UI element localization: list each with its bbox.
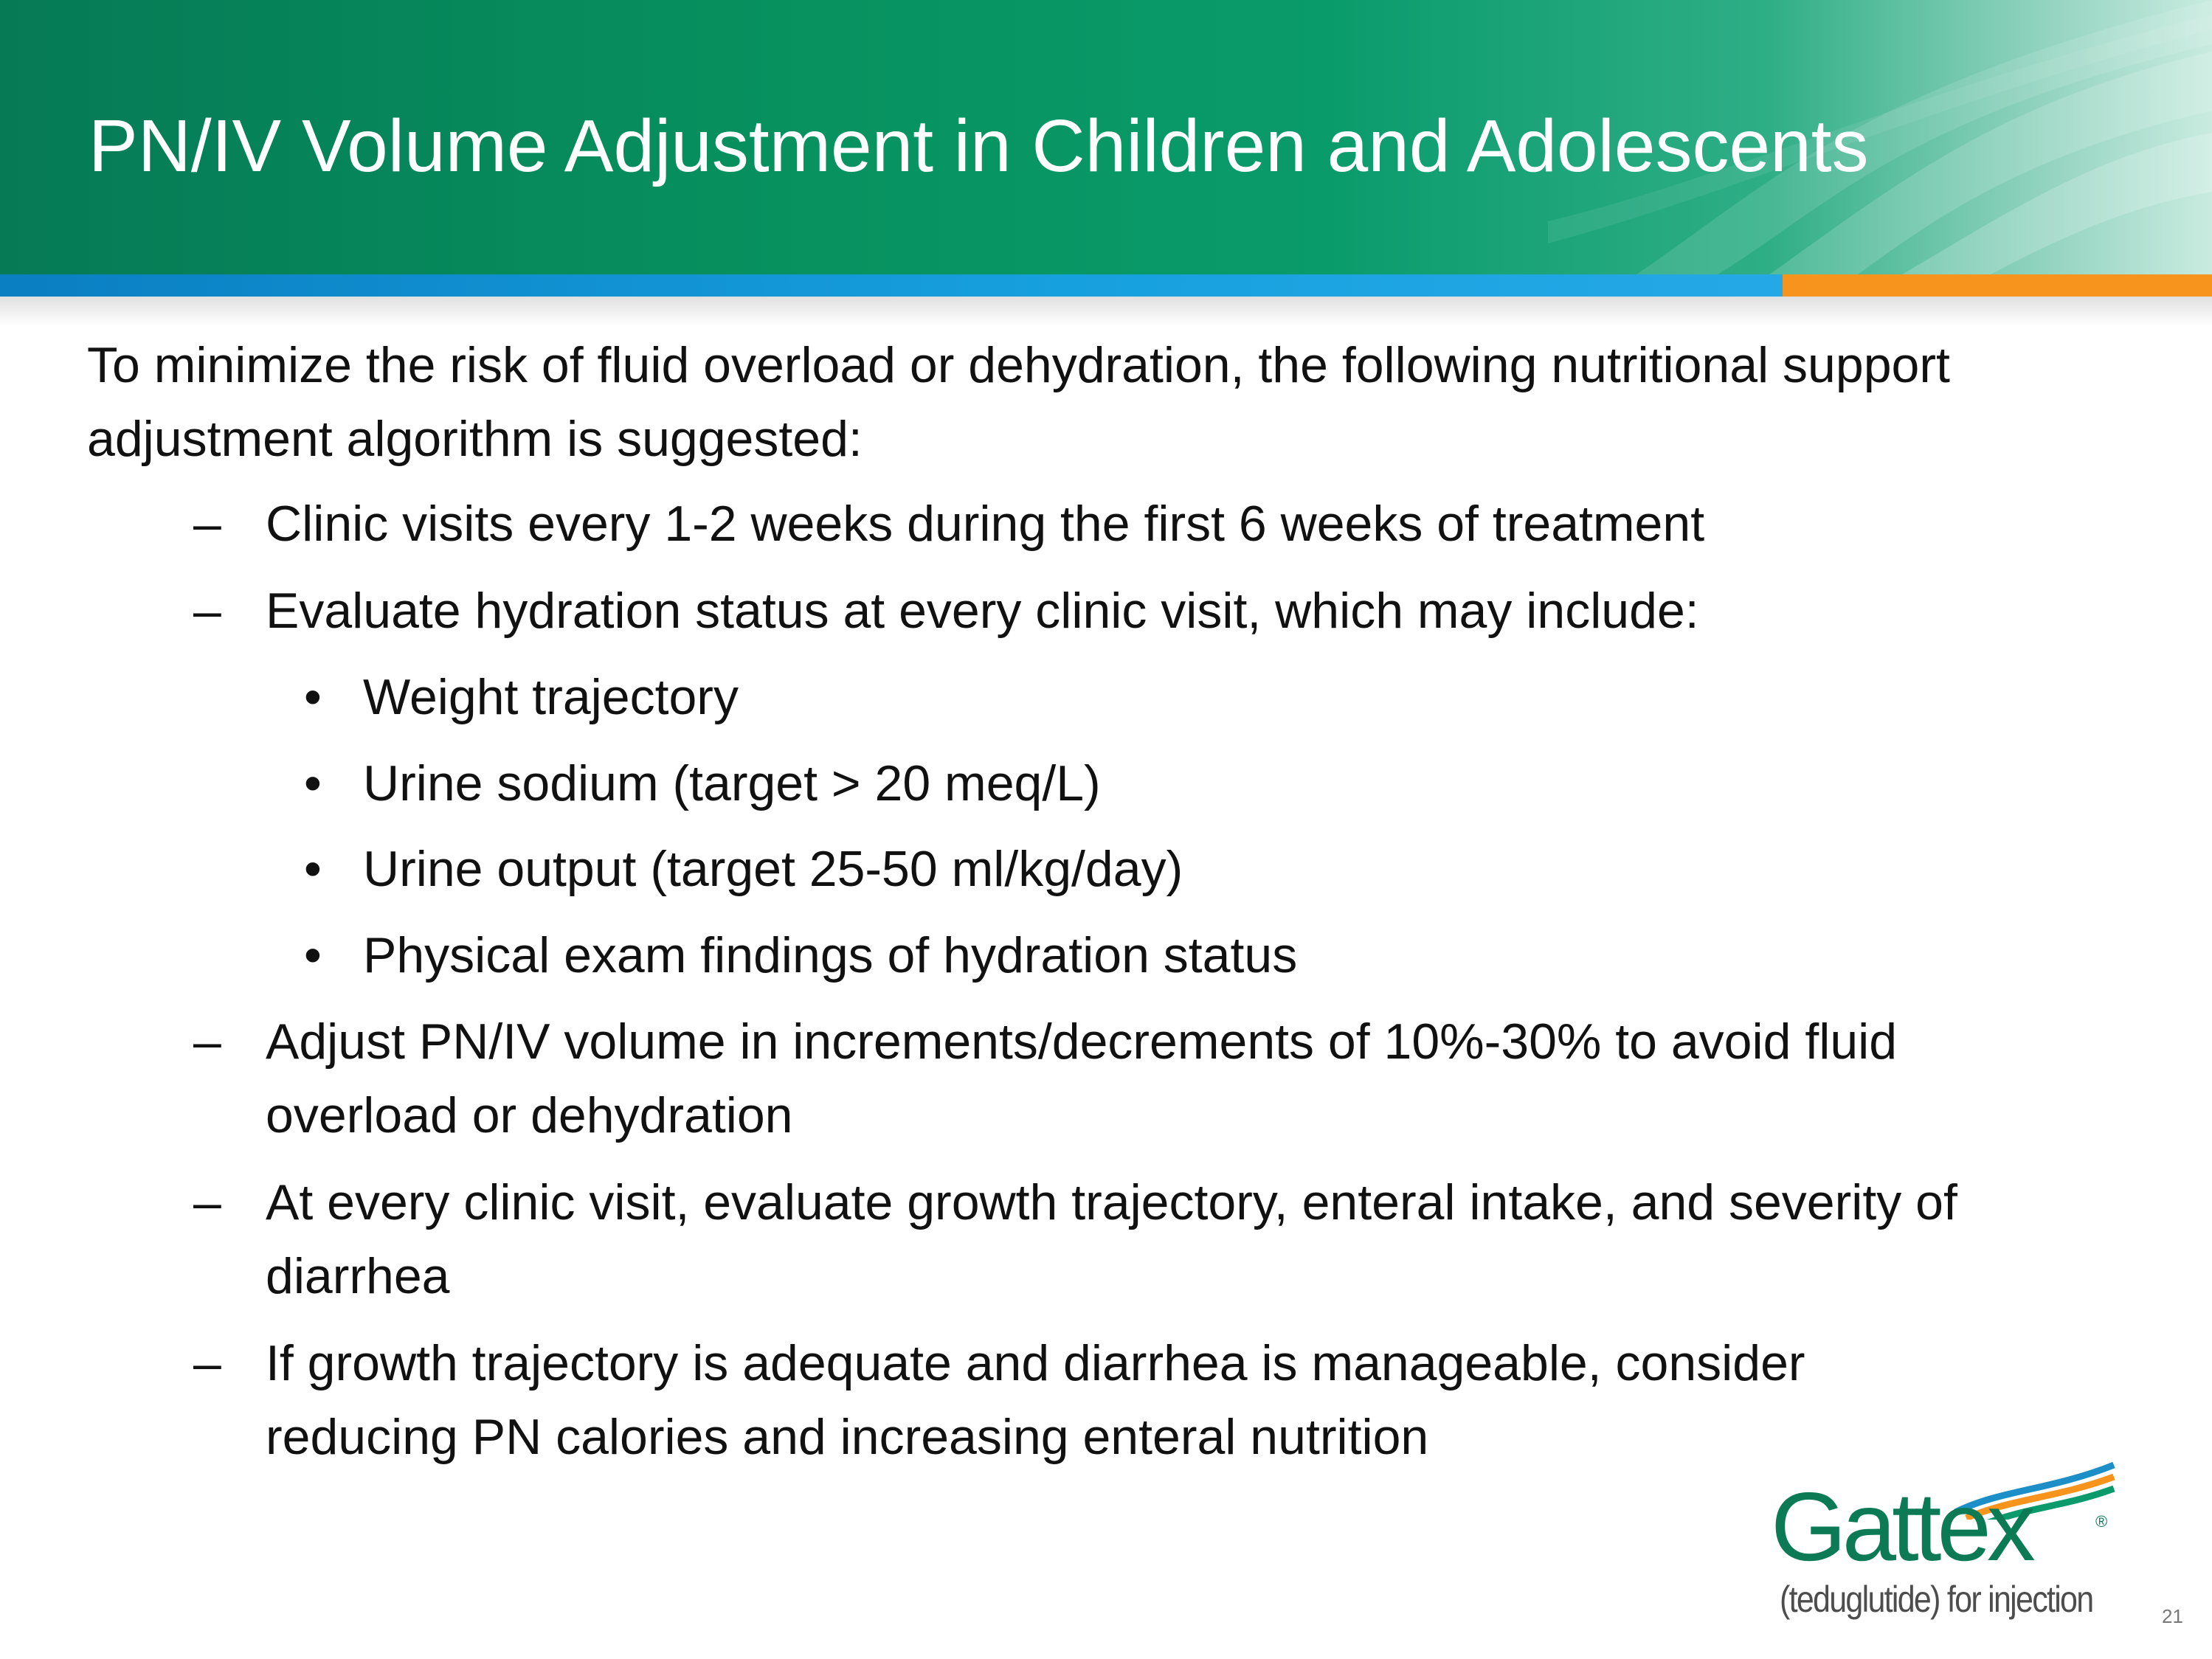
header-shadow	[0, 297, 2212, 326]
list-item-text: Adjust PN/IV volume in increments/decrements of 10%-30% to avoid fluid overload or dehydration	[266, 1014, 1898, 1143]
sub-list-item-text: Weight trajectory	[363, 669, 739, 725]
logo-subtitle: (teduglutide) for injection	[1780, 1579, 2093, 1620]
dash-marker: –	[193, 1335, 221, 1391]
list-item-text: Clinic visits every 1-2 weeks during the first 6 weeks of treatment	[266, 496, 1705, 552]
logo-wordmark: Gattex	[1771, 1472, 2031, 1581]
dash-marker: –	[193, 1014, 221, 1070]
gattex-logo	[1763, 1461, 2118, 1630]
bullet-marker: •	[304, 841, 322, 897]
title-banner	[0, 0, 2212, 274]
registered-mark: ®	[2095, 1512, 2108, 1531]
slide-title: PN/IV Volume Adjustment in Children and Adolescents	[89, 105, 1869, 187]
bullet-marker: •	[304, 755, 322, 811]
blue-accent-stripe	[0, 274, 1783, 297]
list-item-text: At every clinic visit, evaluate growth trajectory, enteral intake, and severity of diarrhea	[266, 1174, 1957, 1304]
list-item-text: Evaluate hydration status at every clinic visit, which may include:	[266, 583, 1699, 639]
dash-marker: –	[193, 496, 221, 552]
orange-accent-stripe	[1783, 274, 2212, 297]
bullet-marker: •	[304, 669, 322, 725]
dash-marker: –	[193, 1174, 221, 1230]
page-number: 21	[2162, 1605, 2183, 1627]
sub-list-item-text: Urine output (target 25-50 ml/kg/day)	[363, 841, 1183, 897]
list-item-text: If growth trajectory is adequate and diarrhea is manageable, consider reducing PN calories and increasing enteral nutrition	[266, 1335, 1805, 1465]
bullet-marker: •	[304, 927, 322, 983]
dash-marker: –	[193, 583, 221, 639]
sub-list-item-text: Urine sodium (target > 20 meq/L)	[363, 755, 1101, 811]
sub-list-item-text: Physical exam findings of hydration status	[363, 927, 1298, 983]
intro-paragraph: To minimize the risk of fluid overload or dehydration, the following nutritional support adjustment algorithm is suggested:	[87, 337, 1950, 467]
